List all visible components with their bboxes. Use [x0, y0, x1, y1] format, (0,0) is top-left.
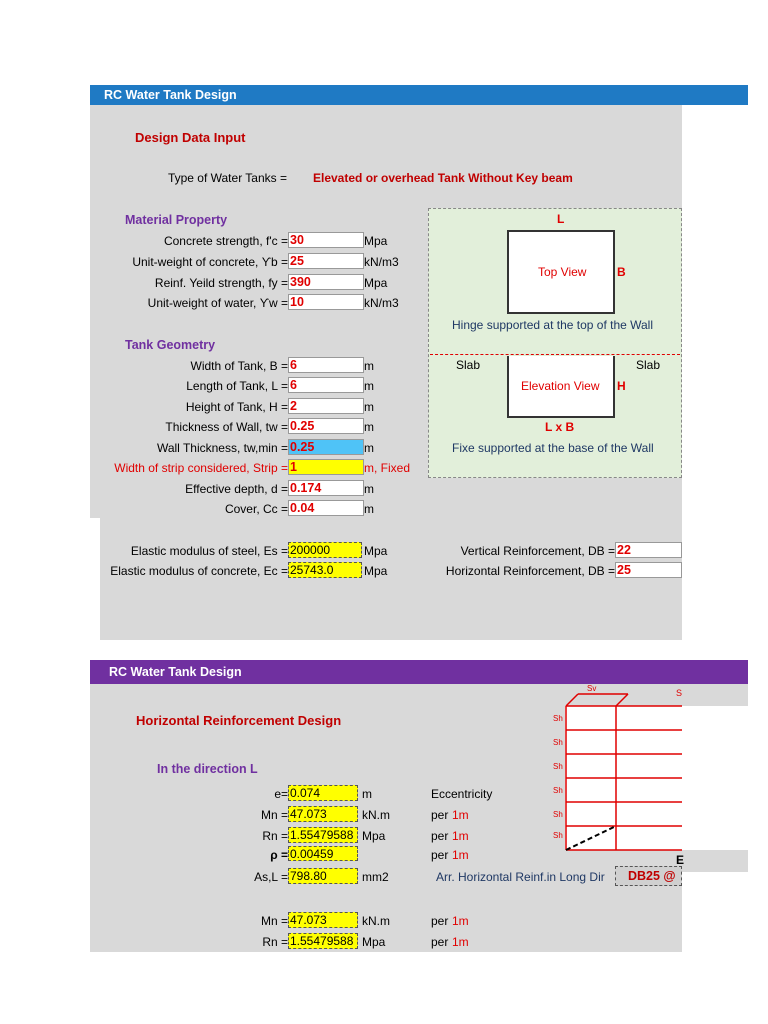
unit-weight-concrete-label: Unit-weight of concrete, ϒb =: [132, 255, 288, 269]
height-label: Height of Tank, H =: [185, 400, 288, 414]
rho-per-unit: 1m: [452, 848, 469, 862]
strip-width-unit: m, Fixed: [364, 461, 411, 475]
e-label: E: [676, 853, 685, 867]
slab-left-label: Slab: [456, 358, 481, 372]
tank-type-label: Type of Water Tanks =: [167, 171, 287, 185]
direction-l-title: In the direction L: [157, 762, 258, 776]
strip-width-value: 1: [288, 459, 364, 475]
reinf-grid-diagram: [550, 680, 682, 860]
es-unit: Mpa: [364, 544, 388, 558]
ec-unit: Mpa: [364, 564, 388, 578]
width-input[interactable]: 6: [288, 357, 364, 373]
diagram-b-label: B: [617, 265, 626, 279]
unit-weight-water-unit: kN/m3: [364, 296, 399, 310]
cover-label: Cover, Cc =: [224, 502, 288, 516]
mn2-per-unit: 1m: [452, 914, 469, 928]
tank-type-value: Elevated or overhead Tank Without Key beam: [313, 171, 573, 185]
wall-thickness-input[interactable]: 0.25: [288, 418, 364, 434]
sheet2-right-band-top: [682, 684, 748, 706]
rn2-per: per: [431, 935, 449, 949]
sv-label: Sv: [587, 684, 597, 693]
tank-geometry-title: Tank Geometry: [125, 338, 216, 352]
concrete-strength-input[interactable]: 30: [288, 232, 364, 248]
mn2-label: Mn =: [260, 914, 288, 928]
asl-label: As,L =: [254, 870, 288, 884]
rn2-value: 1.55479588: [288, 933, 358, 949]
reinf-yield-unit: Mpa: [364, 276, 388, 290]
material-property-title: Material Property: [125, 213, 228, 227]
sh-label-5: Sh: [553, 810, 563, 819]
width-unit: m: [364, 359, 374, 373]
rn2-per-unit: 1m: [452, 935, 469, 949]
mn-per: per: [431, 808, 449, 822]
wall-thickness-min-unit: m: [364, 441, 374, 455]
wall-thickness-unit: m: [364, 420, 374, 434]
sh-label-3: Sh: [553, 762, 563, 771]
eccentricity-label: e=: [274, 787, 288, 801]
diagram-l-label: L: [557, 212, 565, 226]
eccentricity-note: Eccentricity: [431, 787, 493, 801]
arrangement-box: DB25 @: [615, 866, 682, 886]
sheet2-right-band-bottom: [682, 850, 748, 872]
mn2-value: 47.073: [288, 912, 358, 928]
asl-note: Arr. Horizontal Reinf.in Long Dir: [436, 870, 605, 884]
sh-label-1: Sh: [553, 714, 563, 723]
width-label: Width of Tank, B =: [190, 359, 288, 373]
rn-label: Rn =: [262, 829, 288, 843]
sheet2-header-title: RC Water Tank Design: [109, 665, 242, 679]
es-label: Elastic modulus of steel, Es =: [130, 544, 288, 558]
diagram-h-label: H: [617, 379, 626, 393]
horizontal-reinf-input[interactable]: 25: [615, 562, 682, 578]
rho-per: per: [431, 848, 449, 862]
asl-unit: mm2: [362, 870, 389, 884]
s-right-label: S: [676, 688, 683, 698]
design-data-input-title: Design Data Input: [135, 130, 246, 145]
mn-per-unit: 1m: [452, 808, 469, 822]
es-value: 200000: [288, 542, 362, 558]
diagram-lxb-label: L x B: [545, 420, 575, 434]
sh-label-4: Sh: [553, 786, 563, 795]
rho-label: ρ =: [270, 848, 288, 862]
effective-depth-label: Effective depth, d =: [185, 482, 288, 496]
rho-value: 0.00459: [288, 846, 358, 861]
length-label: Length of Tank, L =: [186, 379, 288, 393]
rn-per-unit: 1m: [452, 829, 469, 843]
length-input[interactable]: 6: [288, 377, 364, 393]
reinf-yield-label: Reinf. Yeild strength, fy =: [154, 276, 288, 290]
concrete-strength-label: Concrete strength, f'c =: [163, 234, 288, 248]
mn2-per: per: [431, 914, 449, 928]
wall-thickness-min-value: 0.25: [288, 439, 364, 455]
rn2-label: Rn =: [262, 935, 288, 949]
horizontal-reinf-label: Horizontal Reinforcement, DB =: [445, 564, 615, 578]
asl-value: 798.80: [288, 868, 358, 884]
cover-input[interactable]: 0.04: [288, 500, 364, 516]
fixed-note: Fixe supported at the base of the Wall: [452, 441, 654, 455]
sh-label-2: Sh: [553, 738, 563, 747]
vertical-reinf-label: Vertical Reinforcement, DB =: [460, 544, 615, 558]
mn-unit: kN.m: [362, 808, 390, 822]
height-input[interactable]: 2: [288, 398, 364, 414]
sh-label-6: Sh: [553, 831, 563, 840]
rn2-unit: Mpa: [362, 935, 386, 949]
mn-value: 47.073: [288, 806, 358, 822]
length-unit: m: [364, 379, 374, 393]
reinf-yield-input[interactable]: 390: [288, 274, 364, 290]
slab-dashed-line: [430, 354, 680, 355]
unit-weight-concrete-unit: kN/m3: [364, 255, 399, 269]
mn2-unit: kN.m: [362, 914, 390, 928]
top-view-label: Top View: [538, 265, 587, 279]
concrete-strength-unit: Mpa: [364, 234, 388, 248]
rn-value: 1.55479588: [288, 827, 358, 843]
effective-depth-unit: m: [364, 482, 374, 496]
unit-weight-water-input[interactable]: 10: [288, 294, 364, 310]
rn-per: per: [431, 829, 449, 843]
mn-label: Mn =: [260, 808, 288, 822]
ec-label: Elastic modulus of concrete, Ec =: [110, 564, 288, 578]
rn-unit: Mpa: [362, 829, 386, 843]
cover-unit: m: [364, 502, 374, 516]
hinge-note: Hinge supported at the top of the Wall: [452, 318, 654, 332]
elevation-view-label: Elevation View: [521, 379, 600, 393]
eccentricity-value: 0.074: [288, 785, 358, 801]
vertical-reinf-input[interactable]: 22: [615, 542, 682, 558]
wall-thickness-label: Thickness of Wall, tw =: [165, 420, 288, 434]
slab-right-label: Slab: [636, 358, 661, 372]
wall-thickness-min-label: Wall Thickness, tw,min =: [156, 441, 288, 455]
effective-depth-value: 0.174: [288, 480, 364, 496]
eccentricity-unit: m: [362, 787, 372, 801]
height-unit: m: [364, 400, 374, 414]
unit-weight-concrete-input[interactable]: 25: [288, 253, 364, 269]
sheet1-left-strip: [90, 518, 100, 640]
unit-weight-water-label: Unit-weight of water, ϒw =: [147, 296, 288, 310]
strip-width-label: Width of strip considered, Strip =: [114, 461, 288, 475]
sheet1-header-title: RC Water Tank Design: [104, 88, 237, 102]
horizontal-reinf-title: Horizontal Reinforcement Design: [136, 713, 342, 728]
ec-value: 25743.0: [288, 562, 362, 578]
